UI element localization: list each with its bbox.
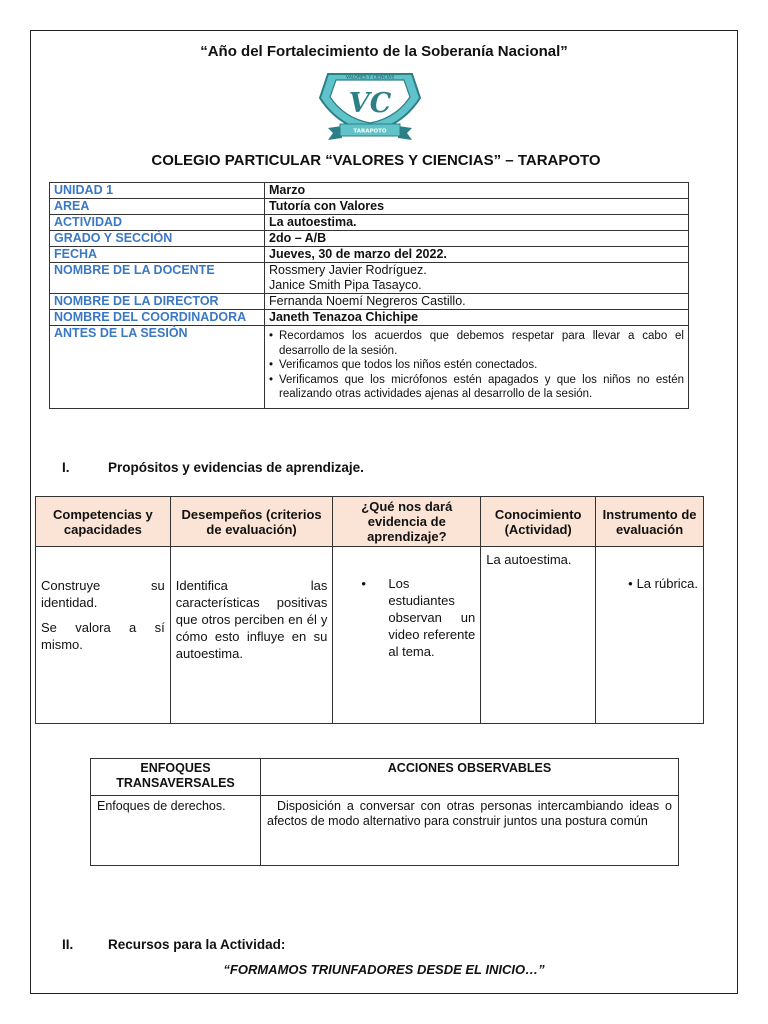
table-row	[50, 247, 689, 263]
action-cell: Disposición a conversar con otras personas intercambiando ideas o afectos de modo alternativo para construir juntos una postura común	[261, 796, 679, 866]
teacher-name: Rossmery Javier Rodríguez.	[269, 263, 427, 277]
instrument-text: La rúbrica.	[636, 576, 698, 591]
approach-cell: Enfoques de derechos.	[91, 796, 261, 866]
logo-top-text: VALORES Y CIENCIAS	[345, 75, 395, 81]
section-number: II.	[62, 937, 74, 952]
column-header: ENFOQUES TRANSAVERSALES	[91, 759, 261, 796]
table-row	[91, 796, 679, 866]
info-value: Janeth Tenazoa Chichipe	[265, 310, 689, 326]
info-label: GRADO Y SECCIÒN	[50, 231, 265, 247]
column-header: Desempeños (criterios de evaluación)	[170, 497, 333, 547]
info-label: UNIDAD 1	[50, 183, 265, 199]
section-number: I.	[62, 460, 70, 475]
info-value	[265, 263, 689, 294]
info-label: FECHA	[50, 247, 265, 263]
section-title: Propósitos y evidencias de aprendizaje.	[108, 460, 364, 475]
table-row	[50, 231, 689, 247]
info-value: Fernanda Noemí Negreros Castillo.	[265, 294, 689, 310]
competence-text: Construye su identidad.	[41, 578, 165, 610]
info-value: Marzo	[265, 183, 689, 199]
table-header-row	[91, 759, 679, 796]
list-item: • Verificamos que los micrófonos estén apagados y que los niños no estén realizando otras actividades ajenas al desarrollo de la sesión.	[269, 373, 684, 402]
purposes-table	[35, 496, 704, 724]
logo-ribbon-text: TARAPOTO	[353, 128, 387, 135]
pre-session-list	[269, 326, 684, 408]
evidence-cell	[333, 547, 481, 724]
capacity-text: Se valora a sí mismo.	[41, 620, 165, 652]
section-2-heading	[62, 937, 285, 952]
session-info-table	[49, 182, 689, 409]
section-title: Recursos para la Actividad:	[108, 937, 286, 952]
info-value: La autoestima.	[265, 215, 689, 231]
header-motto: “Año del Fortalecimiento de la Soberanía Nacional”	[200, 43, 568, 60]
column-header: Competencias y capacidades	[36, 497, 171, 547]
logo-monogram: VC	[348, 88, 392, 119]
performance-cell: Identifica las características positivas que otros perciben en él y cómo esto influye en su autoestima.	[170, 547, 333, 724]
footer-motto: “FORMAMOS TRIUNFADORES DESDE EL INICIO…”	[223, 962, 545, 977]
table-row	[50, 183, 689, 199]
info-label: AREA	[50, 199, 265, 215]
school-title: COLEGIO PARTICULAR “VALORES Y CIENCIAS” – TARAPOTO	[151, 152, 601, 169]
table-row	[50, 199, 689, 215]
knowledge-cell: La autoestima.	[481, 547, 596, 724]
section-1-heading	[62, 460, 364, 475]
info-label: NOMBRE DE LA DIRECTOR	[50, 294, 265, 310]
info-label: ANTES DE LA SESIÒN	[50, 326, 265, 409]
teacher-name: Janice Smith Pipa Tasayco.	[269, 278, 422, 292]
column-header: ACCIONES OBSERVABLES	[261, 759, 679, 796]
approaches-table	[90, 758, 679, 866]
bullet-icon: •	[628, 576, 633, 591]
info-label: NOMBRE DEL COORDINADORA	[50, 310, 265, 326]
info-label: ACTIVIDAD	[50, 215, 265, 231]
school-logo	[306, 66, 434, 146]
table-row	[50, 263, 689, 294]
table-row	[50, 326, 689, 409]
competence-cell	[36, 547, 171, 724]
list-item: • Recordamos los acuerdos que debemos respetar para llevar a cabo el desarrollo de la sesión.	[269, 329, 684, 358]
info-label: NOMBRE DE LA DOCENTE	[50, 263, 265, 294]
column-header: Instrumento de evaluación	[596, 497, 704, 547]
bullet-icon: •	[361, 576, 366, 591]
table-row	[50, 310, 689, 326]
evidence-text: Los estudiantes observan un video referente al tema.	[388, 576, 476, 659]
table-row	[50, 215, 689, 231]
info-value	[265, 326, 689, 409]
table-row	[36, 547, 704, 724]
column-header: ¿Qué nos dará evidencia de aprendizaje?	[333, 497, 481, 547]
table-header-row	[36, 497, 704, 547]
info-value: Tutoría con Valores	[265, 199, 689, 215]
column-header: Conocimiento (Actividad)	[481, 497, 596, 547]
list-item: • Verificamos que todos los niños estén conectados.	[269, 358, 684, 373]
table-row	[50, 294, 689, 310]
instrument-cell	[596, 547, 704, 724]
info-value: Jueves, 30 de marzo del 2022.	[265, 247, 689, 263]
info-value: 2do – A/B	[265, 231, 689, 247]
